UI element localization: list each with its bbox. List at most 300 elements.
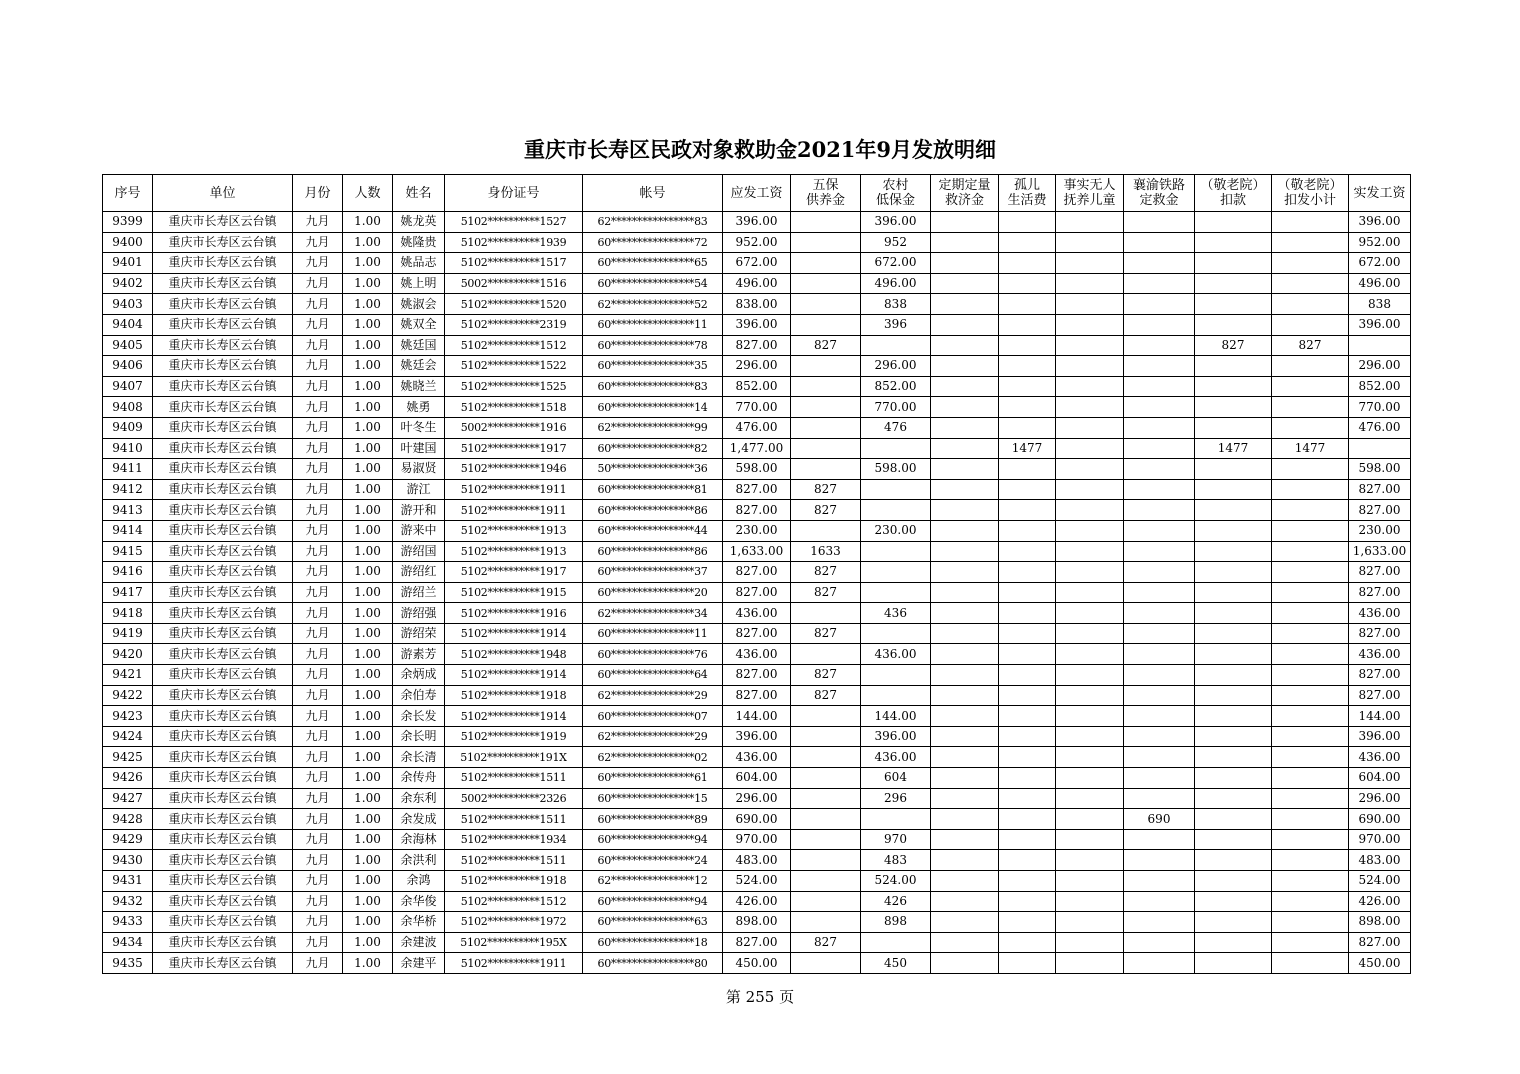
table-row	[103, 788, 1411, 809]
cell-col-railway-relief	[1124, 541, 1195, 562]
cell-col-fixed-relief	[931, 582, 999, 603]
cell-col-fixed-relief	[931, 850, 999, 871]
cell-col-unit: 重庆市长寿区云台镇	[153, 397, 293, 418]
cell-col-railway-relief	[1124, 871, 1195, 892]
cell-col-unit: 重庆市长寿区云台镇	[153, 891, 293, 912]
table-row	[103, 232, 1411, 253]
cell-col-index: 9418	[103, 603, 153, 624]
cell-col-gross-pay: 296.00	[723, 788, 791, 809]
cell-col-name: 姚淑会	[393, 294, 445, 315]
cell-col-nursing-subtotal	[1272, 685, 1349, 706]
cell-col-account: 60****************20	[583, 582, 723, 603]
table-row	[103, 335, 1411, 356]
header-col-gross-pay: 应发工资	[723, 175, 791, 212]
cell-col-account: 60****************64	[583, 665, 723, 686]
cell-col-fixed-relief	[931, 788, 999, 809]
cell-col-unit: 重庆市长寿区云台镇	[153, 335, 293, 356]
cell-col-wubao	[791, 397, 861, 418]
cell-col-orphan	[999, 479, 1056, 500]
cell-col-count: 1.00	[343, 253, 393, 274]
cell-col-orphan	[999, 232, 1056, 253]
cell-col-count: 1.00	[343, 726, 393, 747]
cell-col-month: 九月	[293, 685, 343, 706]
cell-col-fixed-relief	[931, 747, 999, 768]
cell-col-index: 9421	[103, 665, 153, 686]
cell-col-unit: 重庆市长寿区云台镇	[153, 706, 293, 727]
cell-col-gross-pay: 144.00	[723, 706, 791, 727]
table-row	[103, 726, 1411, 747]
cell-col-nursing-deduction	[1195, 541, 1272, 562]
cell-col-fixed-relief	[931, 417, 999, 438]
cell-col-index: 9401	[103, 253, 153, 274]
cell-col-fixed-relief	[931, 397, 999, 418]
cell-col-index: 9435	[103, 953, 153, 974]
table-row	[103, 932, 1411, 953]
cell-col-wubao	[791, 376, 861, 397]
cell-col-wubao	[791, 747, 861, 768]
cell-col-name: 游素芳	[393, 644, 445, 665]
cell-col-account: 50****************36	[583, 459, 723, 480]
cell-col-unit: 重庆市长寿区云台镇	[153, 314, 293, 335]
cell-col-fixed-relief	[931, 273, 999, 294]
cell-col-account: 60****************07	[583, 706, 723, 727]
cell-col-net-pay: 827.00	[1349, 582, 1411, 603]
cell-col-fixed-relief	[931, 665, 999, 686]
cell-col-unattended-child	[1056, 562, 1124, 583]
cell-col-unattended-child	[1056, 706, 1124, 727]
cell-col-railway-relief	[1124, 273, 1195, 294]
cell-col-wubao	[791, 459, 861, 480]
cell-col-nursing-deduction	[1195, 644, 1272, 665]
cell-col-nursing-subtotal	[1272, 479, 1349, 500]
cell-col-fixed-relief	[931, 232, 999, 253]
cell-col-gross-pay: 970.00	[723, 829, 791, 850]
cell-col-nursing-deduction	[1195, 829, 1272, 850]
cell-col-gross-pay: 1,633.00	[723, 541, 791, 562]
cell-col-orphan	[999, 376, 1056, 397]
cell-col-fixed-relief	[931, 314, 999, 335]
cell-col-fixed-relief	[931, 294, 999, 315]
cell-col-rural-dibao: 898	[861, 912, 931, 933]
cell-col-month: 九月	[293, 314, 343, 335]
cell-col-railway-relief	[1124, 459, 1195, 480]
header-col-index: 序号	[103, 175, 153, 212]
cell-col-name: 游绍荣	[393, 623, 445, 644]
cell-col-unattended-child	[1056, 603, 1124, 624]
cell-col-gross-pay: 296.00	[723, 356, 791, 377]
table-row	[103, 809, 1411, 830]
cell-col-name: 余鸿	[393, 871, 445, 892]
cell-col-nursing-subtotal	[1272, 829, 1349, 850]
cell-col-railway-relief	[1124, 768, 1195, 789]
cell-col-wubao	[791, 768, 861, 789]
cell-col-id-number: 5102**********1948	[445, 644, 583, 665]
cell-col-count: 1.00	[343, 891, 393, 912]
cell-col-unattended-child	[1056, 314, 1124, 335]
cell-col-net-pay: 598.00	[1349, 459, 1411, 480]
cell-col-fixed-relief	[931, 829, 999, 850]
cell-col-fixed-relief	[931, 562, 999, 583]
cell-col-index: 9433	[103, 912, 153, 933]
cell-col-net-pay: 476.00	[1349, 417, 1411, 438]
cell-col-gross-pay: 396.00	[723, 726, 791, 747]
cell-col-id-number: 5102**********1511	[445, 768, 583, 789]
cell-col-count: 1.00	[343, 665, 393, 686]
cell-col-unit: 重庆市长寿区云台镇	[153, 932, 293, 953]
cell-col-nursing-deduction	[1195, 603, 1272, 624]
cell-col-orphan	[999, 212, 1056, 233]
cell-col-orphan	[999, 314, 1056, 335]
cell-col-count: 1.00	[343, 232, 393, 253]
table-row	[103, 644, 1411, 665]
cell-col-nursing-deduction	[1195, 314, 1272, 335]
cell-col-net-pay: 672.00	[1349, 253, 1411, 274]
cell-col-unit: 重庆市长寿区云台镇	[153, 253, 293, 274]
cell-col-gross-pay: 827.00	[723, 685, 791, 706]
cell-col-nursing-deduction	[1195, 212, 1272, 233]
cell-col-gross-pay: 426.00	[723, 891, 791, 912]
cell-col-orphan	[999, 520, 1056, 541]
cell-col-id-number: 5102**********1916	[445, 603, 583, 624]
cell-col-unattended-child	[1056, 932, 1124, 953]
cell-col-gross-pay: 396.00	[723, 314, 791, 335]
cell-col-net-pay: 436.00	[1349, 644, 1411, 665]
cell-col-wubao: 827	[791, 479, 861, 500]
cell-col-name: 余伯寿	[393, 685, 445, 706]
cell-col-month: 九月	[293, 520, 343, 541]
cell-col-nursing-subtotal	[1272, 520, 1349, 541]
cell-col-unit: 重庆市长寿区云台镇	[153, 438, 293, 459]
cell-col-index: 9416	[103, 562, 153, 583]
cell-col-name: 余洪利	[393, 850, 445, 871]
cell-col-index: 9406	[103, 356, 153, 377]
cell-col-month: 九月	[293, 932, 343, 953]
cell-col-name: 姚双全	[393, 314, 445, 335]
cell-col-count: 1.00	[343, 788, 393, 809]
cell-col-count: 1.00	[343, 603, 393, 624]
cell-col-name: 姚隆贵	[393, 232, 445, 253]
cell-col-unattended-child	[1056, 891, 1124, 912]
cell-col-wubao	[791, 953, 861, 974]
cell-col-orphan	[999, 582, 1056, 603]
cell-col-orphan	[999, 706, 1056, 727]
cell-col-unit: 重庆市长寿区云台镇	[153, 912, 293, 933]
cell-col-nursing-deduction	[1195, 891, 1272, 912]
cell-col-railway-relief	[1124, 665, 1195, 686]
cell-col-index: 9409	[103, 417, 153, 438]
cell-col-fixed-relief	[931, 479, 999, 500]
cell-col-nursing-subtotal	[1272, 603, 1349, 624]
cell-col-nursing-deduction	[1195, 932, 1272, 953]
cell-col-fixed-relief	[931, 541, 999, 562]
cell-col-month: 九月	[293, 644, 343, 665]
cell-col-unit: 重庆市长寿区云台镇	[153, 500, 293, 521]
cell-col-name: 余华俊	[393, 891, 445, 912]
cell-col-railway-relief	[1124, 850, 1195, 871]
cell-col-wubao	[791, 726, 861, 747]
cell-col-rural-dibao: 426	[861, 891, 931, 912]
cell-col-unit: 重庆市长寿区云台镇	[153, 603, 293, 624]
cell-col-count: 1.00	[343, 829, 393, 850]
cell-col-nursing-subtotal	[1272, 706, 1349, 727]
cell-col-nursing-deduction	[1195, 623, 1272, 644]
cell-col-orphan	[999, 809, 1056, 830]
cell-col-gross-pay: 827.00	[723, 335, 791, 356]
cell-col-fixed-relief	[931, 706, 999, 727]
cell-col-net-pay: 952.00	[1349, 232, 1411, 253]
cell-col-index: 9411	[103, 459, 153, 480]
cell-col-rural-dibao: 770.00	[861, 397, 931, 418]
cell-col-count: 1.00	[343, 314, 393, 335]
cell-col-month: 九月	[293, 335, 343, 356]
data-table	[102, 174, 1411, 974]
cell-col-name: 姚勇	[393, 397, 445, 418]
cell-col-fixed-relief	[931, 356, 999, 377]
cell-col-id-number: 5102**********1913	[445, 520, 583, 541]
cell-col-unattended-child	[1056, 665, 1124, 686]
cell-col-index: 9426	[103, 768, 153, 789]
cell-col-nursing-subtotal	[1272, 212, 1349, 233]
cell-col-index: 9420	[103, 644, 153, 665]
cell-col-fixed-relief	[931, 438, 999, 459]
cell-col-name: 余发成	[393, 809, 445, 830]
cell-col-count: 1.00	[343, 644, 393, 665]
table-row	[103, 397, 1411, 418]
cell-col-month: 九月	[293, 871, 343, 892]
cell-col-name: 余建波	[393, 932, 445, 953]
table-row	[103, 479, 1411, 500]
table-body	[103, 212, 1411, 974]
cell-col-net-pay: 827.00	[1349, 500, 1411, 521]
cell-col-nursing-subtotal	[1272, 562, 1349, 583]
page-title: 重庆市长寿区民政对象救助金2021年9月发放明细	[523, 137, 997, 162]
cell-col-nursing-deduction	[1195, 953, 1272, 974]
cell-col-index: 9424	[103, 726, 153, 747]
cell-col-gross-pay: 524.00	[723, 871, 791, 892]
header-col-count: 人数	[343, 175, 393, 212]
header-col-name: 姓名	[393, 175, 445, 212]
cell-col-index: 9413	[103, 500, 153, 521]
cell-col-orphan	[999, 850, 1056, 871]
cell-col-month: 九月	[293, 294, 343, 315]
cell-col-unit: 重庆市长寿区云台镇	[153, 644, 293, 665]
cell-col-net-pay: 436.00	[1349, 603, 1411, 624]
cell-col-name: 姚龙英	[393, 212, 445, 233]
cell-col-name: 姚廷会	[393, 356, 445, 377]
cell-col-index: 9425	[103, 747, 153, 768]
cell-col-gross-pay: 1,477.00	[723, 438, 791, 459]
cell-col-nursing-deduction	[1195, 356, 1272, 377]
table-row	[103, 253, 1411, 274]
cell-col-month: 九月	[293, 809, 343, 830]
cell-col-unattended-child	[1056, 788, 1124, 809]
cell-col-nursing-deduction	[1195, 788, 1272, 809]
cell-col-wubao	[791, 891, 861, 912]
cell-col-month: 九月	[293, 665, 343, 686]
cell-col-gross-pay: 604.00	[723, 768, 791, 789]
cell-col-wubao	[791, 294, 861, 315]
cell-col-id-number: 5102**********1525	[445, 376, 583, 397]
cell-col-railway-relief	[1124, 500, 1195, 521]
cell-col-net-pay: 970.00	[1349, 829, 1411, 850]
cell-col-month: 九月	[293, 376, 343, 397]
cell-col-nursing-subtotal	[1272, 253, 1349, 274]
header-col-rural-dibao: 农村 低保金	[861, 175, 931, 212]
header-col-railway-relief: 襄渝铁路 定救金	[1124, 175, 1195, 212]
cell-col-gross-pay: 852.00	[723, 376, 791, 397]
cell-col-orphan	[999, 768, 1056, 789]
cell-col-name: 姚廷国	[393, 335, 445, 356]
cell-col-index: 9415	[103, 541, 153, 562]
cell-col-wubao	[791, 912, 861, 933]
cell-col-id-number: 5102**********1914	[445, 706, 583, 727]
cell-col-account: 60****************54	[583, 273, 723, 294]
cell-col-nursing-deduction	[1195, 850, 1272, 871]
cell-col-wubao	[791, 253, 861, 274]
cell-col-id-number: 5102**********1511	[445, 809, 583, 830]
cell-col-gross-pay: 827.00	[723, 562, 791, 583]
cell-col-id-number: 5102**********1517	[445, 253, 583, 274]
cell-col-index: 9428	[103, 809, 153, 830]
cell-col-rural-dibao: 296	[861, 788, 931, 809]
cell-col-account: 60****************14	[583, 397, 723, 418]
cell-col-rural-dibao	[861, 582, 931, 603]
cell-col-name: 余海林	[393, 829, 445, 850]
cell-col-account: 60****************94	[583, 829, 723, 850]
table-row	[103, 665, 1411, 686]
header-col-unit: 单位	[153, 175, 293, 212]
table-row	[103, 314, 1411, 335]
cell-col-unit: 重庆市长寿区云台镇	[153, 294, 293, 315]
cell-col-nursing-deduction: 1477	[1195, 438, 1272, 459]
cell-col-net-pay: 827.00	[1349, 685, 1411, 706]
cell-col-unattended-child	[1056, 438, 1124, 459]
cell-col-name: 余传舟	[393, 768, 445, 789]
cell-col-count: 1.00	[343, 500, 393, 521]
cell-col-account: 62****************02	[583, 747, 723, 768]
table-row	[103, 417, 1411, 438]
cell-col-name: 余建平	[393, 953, 445, 974]
cell-col-name: 余华桥	[393, 912, 445, 933]
header-col-id-number: 身份证号	[445, 175, 583, 212]
cell-col-account: 62****************29	[583, 685, 723, 706]
cell-col-wubao: 827	[791, 335, 861, 356]
cell-col-unattended-child	[1056, 500, 1124, 521]
cell-col-nursing-subtotal	[1272, 788, 1349, 809]
cell-col-index: 9419	[103, 623, 153, 644]
cell-col-unattended-child	[1056, 417, 1124, 438]
cell-col-count: 1.00	[343, 562, 393, 583]
cell-col-name: 叶建国	[393, 438, 445, 459]
cell-col-rural-dibao: 396.00	[861, 726, 931, 747]
cell-col-index: 9412	[103, 479, 153, 500]
cell-col-rural-dibao: 604	[861, 768, 931, 789]
cell-col-month: 九月	[293, 356, 343, 377]
cell-col-count: 1.00	[343, 706, 393, 727]
table-row	[103, 747, 1411, 768]
cell-col-index: 9404	[103, 314, 153, 335]
cell-col-account: 60****************80	[583, 953, 723, 974]
cell-col-wubao	[791, 829, 861, 850]
cell-col-id-number: 5102**********1972	[445, 912, 583, 933]
cell-col-net-pay: 827.00	[1349, 665, 1411, 686]
cell-col-net-pay: 496.00	[1349, 273, 1411, 294]
cell-col-rural-dibao: 144.00	[861, 706, 931, 727]
cell-col-month: 九月	[293, 850, 343, 871]
table-row	[103, 706, 1411, 727]
cell-col-unattended-child	[1056, 809, 1124, 830]
cell-col-railway-relief	[1124, 479, 1195, 500]
cell-col-account: 62****************83	[583, 212, 723, 233]
cell-col-orphan	[999, 356, 1056, 377]
table-row	[103, 500, 1411, 521]
cell-col-railway-relief	[1124, 829, 1195, 850]
cell-col-nursing-subtotal	[1272, 582, 1349, 603]
cell-col-net-pay: 770.00	[1349, 397, 1411, 418]
cell-col-name: 余长明	[393, 726, 445, 747]
cell-col-gross-pay: 436.00	[723, 747, 791, 768]
cell-col-rural-dibao	[861, 665, 931, 686]
cell-col-rural-dibao: 483	[861, 850, 931, 871]
cell-col-wubao	[791, 520, 861, 541]
cell-col-wubao: 827	[791, 932, 861, 953]
cell-col-month: 九月	[293, 438, 343, 459]
cell-col-month: 九月	[293, 253, 343, 274]
cell-col-railway-relief	[1124, 953, 1195, 974]
cell-col-unattended-child	[1056, 520, 1124, 541]
cell-col-id-number: 5102**********1919	[445, 726, 583, 747]
cell-col-month: 九月	[293, 459, 343, 480]
cell-col-name: 游绍国	[393, 541, 445, 562]
cell-col-railway-relief	[1124, 417, 1195, 438]
cell-col-nursing-deduction	[1195, 747, 1272, 768]
cell-col-wubao	[791, 603, 861, 624]
cell-col-unit: 重庆市长寿区云台镇	[153, 520, 293, 541]
cell-col-net-pay: 396.00	[1349, 314, 1411, 335]
cell-col-unit: 重庆市长寿区云台镇	[153, 212, 293, 233]
cell-col-name: 余东利	[393, 788, 445, 809]
cell-col-nursing-subtotal: 827	[1272, 335, 1349, 356]
cell-col-month: 九月	[293, 273, 343, 294]
cell-col-nursing-subtotal	[1272, 912, 1349, 933]
cell-col-orphan	[999, 562, 1056, 583]
cell-col-rural-dibao: 838	[861, 294, 931, 315]
cell-col-unattended-child	[1056, 829, 1124, 850]
cell-col-fixed-relief	[931, 953, 999, 974]
cell-col-unit: 重庆市长寿区云台镇	[153, 376, 293, 397]
header-col-net-pay: 实发工资	[1349, 175, 1411, 212]
cell-col-gross-pay: 476.00	[723, 417, 791, 438]
cell-col-unit: 重庆市长寿区云台镇	[153, 562, 293, 583]
cell-col-gross-pay: 770.00	[723, 397, 791, 418]
cell-col-wubao: 827	[791, 623, 861, 644]
cell-col-net-pay: 827.00	[1349, 479, 1411, 500]
cell-col-rural-dibao	[861, 623, 931, 644]
cell-col-unattended-child	[1056, 376, 1124, 397]
cell-col-unit: 重庆市长寿区云台镇	[153, 747, 293, 768]
cell-col-nursing-subtotal	[1272, 314, 1349, 335]
cell-col-account: 60****************78	[583, 335, 723, 356]
cell-col-rural-dibao: 436	[861, 603, 931, 624]
header-col-nursing-subtotal: （敬老院） 扣发小计	[1272, 175, 1349, 212]
cell-col-nursing-subtotal	[1272, 953, 1349, 974]
cell-col-account: 60****************24	[583, 850, 723, 871]
cell-col-wubao	[791, 232, 861, 253]
cell-col-unit: 重庆市长寿区云台镇	[153, 850, 293, 871]
cell-col-unattended-child	[1056, 335, 1124, 356]
cell-col-unattended-child	[1056, 644, 1124, 665]
cell-col-railway-relief	[1124, 644, 1195, 665]
